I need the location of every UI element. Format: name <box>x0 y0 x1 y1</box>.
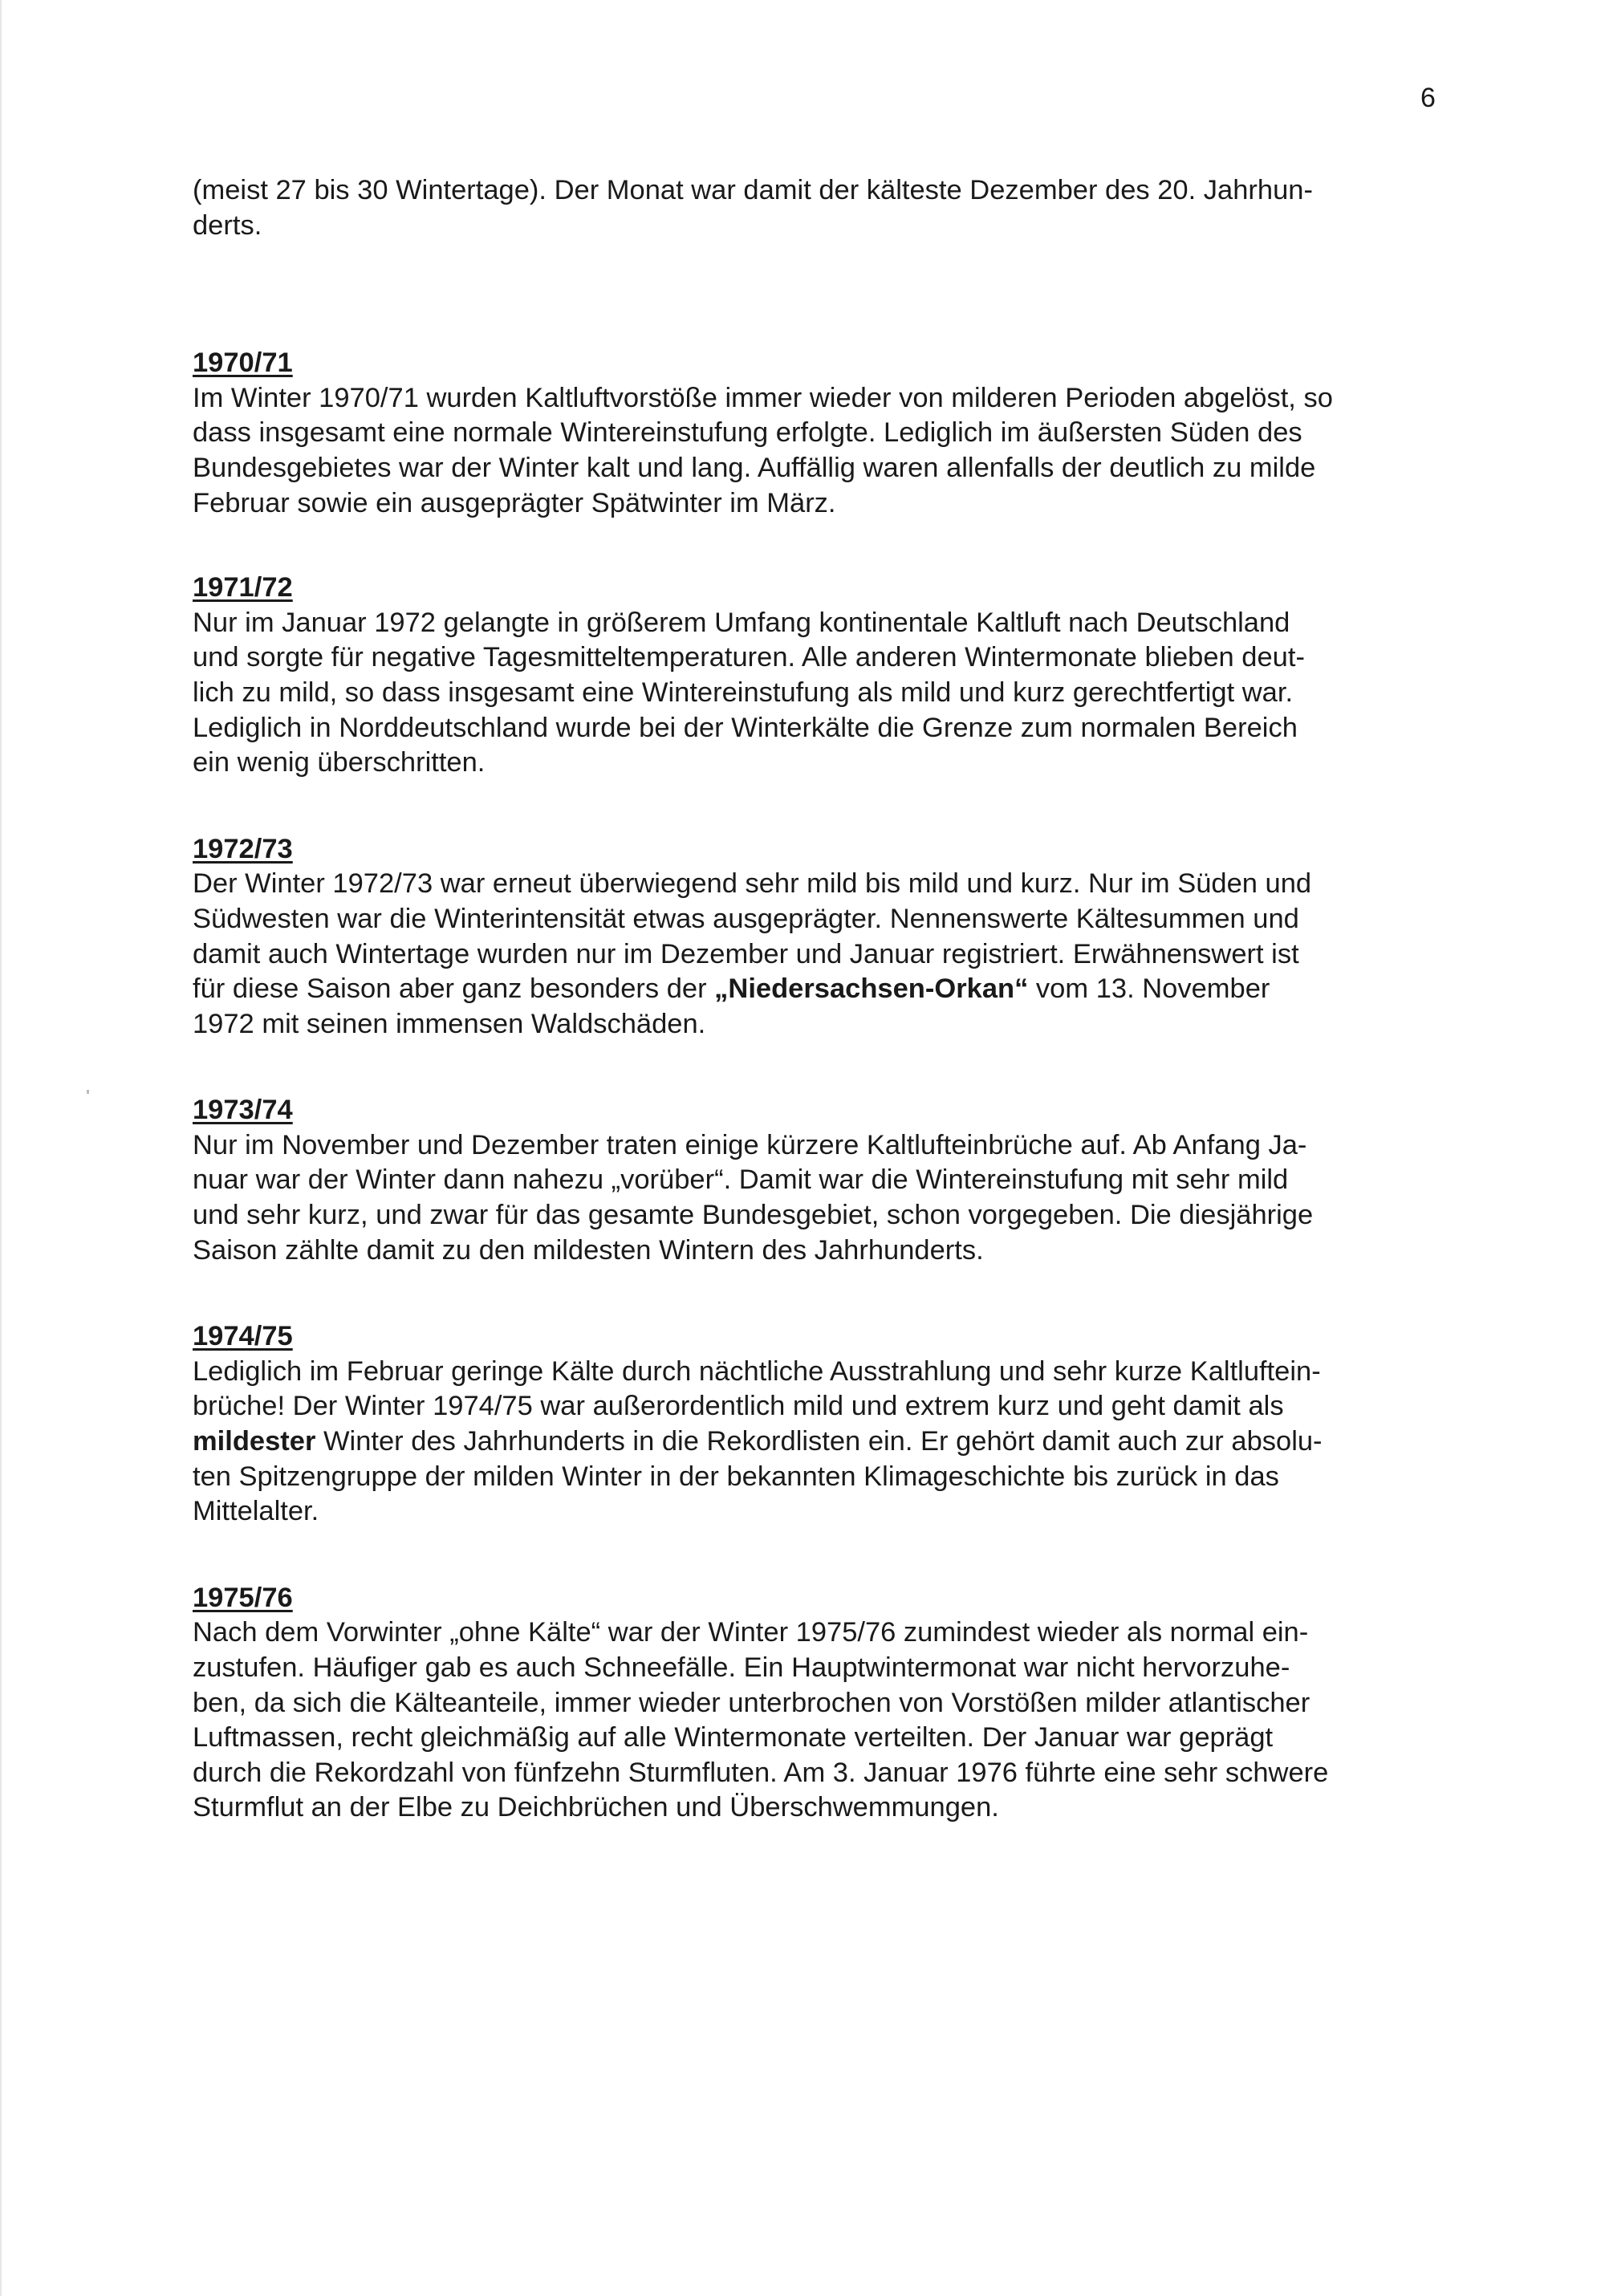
section-heading: 1970/71 <box>193 347 293 379</box>
text-line: nuar war der Winter dann nahezu „vorüber“. Damit war die Wintereinstufung mit sehr mild <box>193 1164 1289 1196</box>
text-line: ten Spitzengruppe der milden Winter in der bekannten Klimageschichte bis zurück in das <box>193 1461 1279 1492</box>
text-line <box>193 972 1428 1007</box>
section-heading: 1975/76 <box>193 1582 293 1613</box>
text-line: damit auch Wintertage wurden nur im Dezember und Januar registriert. Erwähnenswert ist <box>193 938 1299 969</box>
section-1972-73 <box>193 832 1428 1042</box>
storm-name-emphasis: „Niedersachsen-Orkan“ <box>714 973 1029 1005</box>
text-line: und sorgte für negative Tagesmitteltemperaturen. Alle anderen Wintermonate blieben deut- <box>193 642 1305 673</box>
text-line: Lediglich im Februar geringe Kälte durch nächtliche Ausstrahlung und sehr kurze Kaltluftein- <box>193 1355 1321 1387</box>
section-heading: 1971/72 <box>193 572 293 603</box>
text-line: ein wenig überschritten. <box>193 747 486 778</box>
section-1975-76 <box>193 1581 1428 1826</box>
section-1970-71 <box>193 346 1428 521</box>
document-body <box>193 173 1428 1826</box>
text-line: dass insgesamt eine normale Wintereinstufung erfolgte. Lediglich im äußersten Süden des <box>193 417 1302 449</box>
section-1973-74 <box>193 1093 1428 1268</box>
section-heading: 1972/73 <box>193 833 293 864</box>
text-line: ben, da sich die Kälteanteile, immer wieder unterbrochen von Vorstößen milder atlantischer <box>193 1687 1310 1718</box>
section-1971-72 <box>193 571 1428 781</box>
text-segment: Winter des Jahrhunderts in die Rekordlisten ein. Er gehört damit auch zur absolu- <box>315 1426 1323 1457</box>
text-line: Lediglich in Norddeutschland wurde bei der Winterkälte die Grenze zum normalen Bereich <box>193 712 1298 743</box>
text-line: 1972 mit seinen immensen Waldschäden. <box>193 1008 706 1039</box>
mildester-emphasis: mildester <box>193 1426 316 1457</box>
text-line: Südwesten war die Winterintensität etwas ausgeprägter. Nennenswerte Kältesummen und <box>193 903 1299 934</box>
section-heading: 1974/75 <box>193 1321 293 1352</box>
text-line: Nach dem Vorwinter „ohne Kälte“ war der Winter 1975/76 zumindest wieder als normal ein- <box>193 1617 1309 1648</box>
text-segment: vom 13. November <box>1028 973 1270 1005</box>
section-1974-75 <box>193 1319 1428 1530</box>
text-line: lich zu mild, so dass insgesamt eine Wintereinstufung als mild und kurz gerechtfertigt war. <box>193 677 1294 708</box>
text-line: Der Winter 1972/73 war erneut überwiegend sehr mild bis mild und kurz. Nur im Süden und <box>193 868 1312 900</box>
text-line: Sturmflut an der Elbe zu Deichbrüchen und Überschwemmungen. <box>193 1792 999 1823</box>
text-line: brüche! Der Winter 1974/75 war außerordentlich mild und extrem kurz und geht damit als <box>193 1391 1284 1422</box>
section-heading: 1973/74 <box>193 1095 293 1126</box>
page-number: 6 <box>1420 83 1436 113</box>
text-line: und sehr kurz, und zwar für das gesamte Bundesgebiet, schon vorgegeben. Die diesjährige <box>193 1200 1314 1231</box>
scan-edge <box>0 0 2 2296</box>
text-line: Im Winter 1970/71 wurden Kaltluftvorstöße immer wieder von milderen Perioden abgelöst, so <box>193 382 1333 413</box>
text-line: Februar sowie ein ausgeprägter Spätwinter im März. <box>193 487 836 518</box>
intro-paragraph <box>193 173 1428 243</box>
text-line: derts. <box>193 209 262 241</box>
text-line: (meist 27 bis 30 Wintertage). Der Monat war damit der kälteste Dezember des 20. Jahrhun- <box>193 175 1313 205</box>
text-line: Mittelalter. <box>193 1496 319 1527</box>
text-line: durch die Rekordzahl von fünfzehn Sturmfluten. Am 3. Januar 1976 führte eine sehr schwere <box>193 1757 1329 1788</box>
text-line: Luftmassen, recht gleichmäßig auf alle Wintermonate verteilten. Der Januar war geprägt <box>193 1722 1274 1753</box>
scan-speck <box>87 1090 89 1094</box>
text-line: Nur im November und Dezember traten einige kürzere Kaltlufteinbrüche auf. Ab Anfang Ja- <box>193 1129 1307 1160</box>
text-line: Nur im Januar 1972 gelangte in größerem Umfang kontinentale Kaltluft nach Deutschland <box>193 607 1290 638</box>
text-line: Bundesgebietes war der Winter kalt und lang. Auffällig waren allenfalls der deutlich zu milde <box>193 452 1316 483</box>
text-segment: für diese Saison aber ganz besonders der <box>193 973 715 1005</box>
text-line: Saison zählte damit zu den mildesten Wintern des Jahrhunderts. <box>193 1234 984 1266</box>
text-line: zustufen. Häufiger gab es auch Schneefälle. Ein Hauptwintermonat war nicht hervorzuhe- <box>193 1652 1290 1683</box>
text-line <box>193 1424 1428 1460</box>
